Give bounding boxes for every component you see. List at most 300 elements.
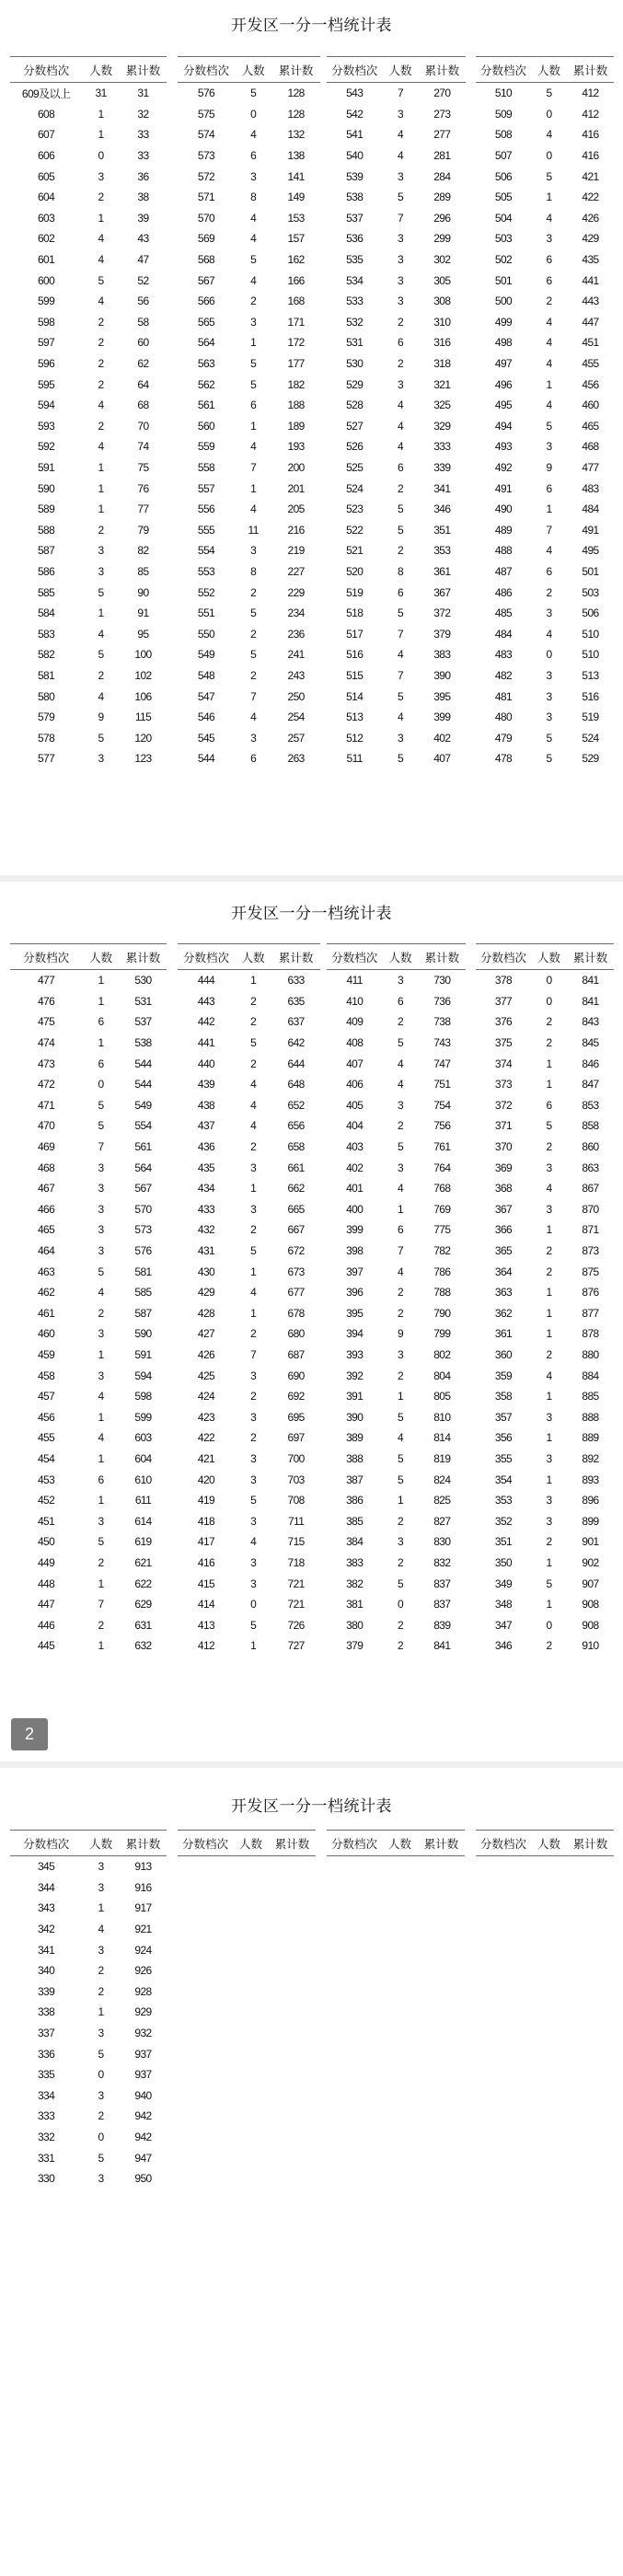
header-cumulative: 累计数 <box>269 1831 316 1856</box>
cell-cumulative: 598 <box>134 1390 152 1404</box>
cell-cumulative: 790 <box>433 1306 451 1320</box>
cell-count: 0 <box>546 1618 552 1632</box>
table-row <box>476 644 614 665</box>
cell-score-band: 572 <box>197 169 215 183</box>
cell-score-band: 341 <box>37 1943 55 1957</box>
cell-count: 5 <box>546 169 552 183</box>
cell-score-band: 540 <box>346 149 363 163</box>
cell-score-band: 598 <box>37 315 55 329</box>
score-table <box>10 57 167 769</box>
cell-count: 4 <box>98 253 104 267</box>
cell-count: 3 <box>98 1202 104 1216</box>
cell-count: 5 <box>546 731 552 745</box>
cell-count: 5 <box>546 1577 552 1590</box>
cell-score-band: 432 <box>197 1223 215 1237</box>
cell-cumulative: 395 <box>433 689 451 703</box>
cell-score-band: 400 <box>346 1202 363 1216</box>
cell-score-band: 349 <box>494 1577 513 1590</box>
cell-score-band: 599 <box>37 295 55 308</box>
table-row <box>476 1115 614 1137</box>
cell-cumulative: 802 <box>433 1347 451 1361</box>
cell-score-band: 334 <box>37 2088 55 2102</box>
cell-cumulative: 775 <box>433 1223 451 1237</box>
cell-cumulative: 60 <box>137 336 149 350</box>
table-row <box>10 1323 167 1345</box>
score-table <box>178 57 320 769</box>
cell-count: 9 <box>546 460 552 474</box>
cell-count: 1 <box>546 377 552 391</box>
cell-count: 1 <box>546 1390 552 1404</box>
cell-score-band: 452 <box>37 1494 55 1507</box>
cell-score-band: 524 <box>346 481 363 495</box>
cell-score-band: 532 <box>346 315 363 329</box>
page-2 <box>0 882 623 1762</box>
cell-score-band: 436 <box>197 1140 215 1154</box>
table-row <box>10 2147 167 2168</box>
cell-score-band: 374 <box>494 1057 513 1070</box>
cell-cumulative: 687 <box>287 1347 305 1361</box>
cell-count: 2 <box>397 1514 404 1528</box>
cell-cumulative: 656 <box>287 1119 305 1133</box>
cell-score-band: 536 <box>346 232 363 246</box>
table-row <box>10 561 167 583</box>
cell-cumulative: 219 <box>287 544 305 558</box>
cell-score-band: 337 <box>37 2027 55 2040</box>
table-row <box>476 1614 614 1635</box>
table-body <box>178 83 320 769</box>
cell-cumulative: 77 <box>137 502 149 516</box>
cell-count: 2 <box>98 523 104 537</box>
cell-cumulative: 177 <box>287 357 305 371</box>
cell-score-band: 335 <box>37 2068 55 2082</box>
cell-cumulative: 52 <box>137 273 149 287</box>
cell-count: 2 <box>397 544 404 558</box>
cell-cumulative: 942 <box>134 2131 152 2144</box>
cell-cumulative: 68 <box>137 399 149 412</box>
cell-cumulative: 913 <box>134 1860 152 1874</box>
cell-cumulative: 561 <box>134 1140 152 1154</box>
cell-cumulative: 341 <box>433 481 451 495</box>
table-row <box>178 353 320 375</box>
cell-score-band: 531 <box>346 336 363 350</box>
score-table <box>327 944 466 1657</box>
cell-count: 4 <box>250 128 257 142</box>
cell-cumulative: 254 <box>287 710 305 724</box>
table-row <box>327 1386 466 1407</box>
cell-score-band: 433 <box>197 1202 215 1216</box>
cell-score-band: 563 <box>197 357 215 371</box>
table-row <box>178 1531 320 1553</box>
table-row <box>327 1510 466 1531</box>
cell-score-band: 451 <box>37 1514 55 1528</box>
table-row <box>10 395 167 416</box>
cell-count: 2 <box>546 295 552 308</box>
cell-count: 7 <box>98 1598 104 1611</box>
cell-cumulative: 690 <box>287 1369 305 1382</box>
table-row <box>476 727 614 748</box>
table-row <box>10 540 167 561</box>
cell-score-band: 538 <box>346 191 363 204</box>
cell-cumulative: 128 <box>287 107 305 121</box>
cell-cumulative: 718 <box>287 1555 305 1569</box>
cell-cumulative: 305 <box>433 273 451 287</box>
cell-score-band: 425 <box>197 1369 215 1382</box>
table-row <box>476 208 614 229</box>
cell-score-band: 553 <box>197 564 215 578</box>
table-row <box>178 1614 320 1635</box>
cell-score-band: 364 <box>494 1265 513 1278</box>
cell-cumulative: 590 <box>134 1327 152 1341</box>
cell-cumulative: 819 <box>433 1451 451 1465</box>
table-row <box>327 1345 466 1366</box>
cell-count: 1 <box>546 191 552 204</box>
cell-count: 3 <box>98 1860 104 1874</box>
cell-score-band: 534 <box>346 273 363 287</box>
cell-score-band: 379 <box>346 1639 363 1653</box>
cell-count: 5 <box>397 1577 404 1590</box>
table-row <box>10 1449 167 1470</box>
cell-score-band: 603 <box>37 211 55 225</box>
cell-cumulative: 665 <box>287 1202 305 1216</box>
table-row <box>327 1011 466 1033</box>
cell-cumulative: 892 <box>582 1451 599 1465</box>
cell-cumulative: 32 <box>137 107 149 121</box>
cell-cumulative: 564 <box>134 1161 152 1174</box>
cell-cumulative: 692 <box>287 1390 305 1404</box>
cell-score-band: 558 <box>197 460 215 474</box>
cell-score-band: 498 <box>494 336 513 350</box>
cell-score-band: 468 <box>37 1161 55 1174</box>
table-row <box>476 1261 614 1282</box>
table-row <box>327 104 466 125</box>
cell-cumulative: 465 <box>582 419 599 433</box>
cell-cumulative: 281 <box>433 149 451 163</box>
cell-cumulative: 106 <box>134 689 152 703</box>
cell-cumulative: 875 <box>582 1265 599 1278</box>
cell-cumulative: 929 <box>134 2005 152 2019</box>
cell-score-band: 415 <box>197 1577 215 1590</box>
table-row <box>327 291 466 312</box>
cell-cumulative: 788 <box>433 1286 451 1300</box>
cell-count: 2 <box>250 1327 257 1341</box>
cell-cumulative: 837 <box>433 1598 451 1611</box>
cell-count: 2 <box>250 1431 257 1445</box>
table-block-4 <box>476 56 614 769</box>
cell-cumulative: 200 <box>287 460 305 474</box>
header-score-band: 分数档次 <box>178 57 235 83</box>
table-row <box>10 1614 167 1635</box>
cell-count: 2 <box>98 2109 104 2123</box>
table-row <box>10 644 167 665</box>
cell-score-band: 548 <box>197 668 215 682</box>
table-row <box>327 436 466 457</box>
cell-score-band: 510 <box>494 87 513 100</box>
cell-score-band: 365 <box>494 1244 513 1258</box>
cell-count: 4 <box>250 1098 257 1112</box>
cell-cumulative: 361 <box>433 564 451 578</box>
cell-score-band: 459 <box>37 1347 55 1361</box>
cell-cumulative: 333 <box>433 440 451 454</box>
cell-cumulative: 141 <box>287 169 305 183</box>
cell-count: 6 <box>546 253 552 267</box>
table-row <box>476 228 614 249</box>
cell-count: 1 <box>250 974 257 988</box>
cell-count: 5 <box>250 648 257 662</box>
cell-cumulative: 193 <box>287 440 305 454</box>
table-row <box>10 83 167 104</box>
table-row <box>476 1095 614 1116</box>
table-row <box>10 1898 167 1919</box>
cell-score-band: 594 <box>37 399 55 412</box>
cell-score-band: 434 <box>197 1182 215 1196</box>
cell-score-band: 367 <box>494 1202 513 1216</box>
table-row <box>476 374 614 395</box>
cell-score-band: 420 <box>197 1473 215 1486</box>
table-row <box>178 1573 320 1594</box>
table-row <box>327 124 466 145</box>
cell-count: 4 <box>98 1923 104 1936</box>
cell-score-band: 376 <box>494 1015 513 1029</box>
cell-cumulative: 372 <box>433 606 451 620</box>
cell-cumulative: 860 <box>582 1140 599 1154</box>
table-row <box>327 1553 466 1574</box>
header-count: 人数 <box>531 57 567 83</box>
cell-cumulative: 95 <box>137 627 149 641</box>
cell-count: 3 <box>397 1098 404 1112</box>
cell-cumulative: 621 <box>134 1555 152 1569</box>
cell-cumulative: 769 <box>433 1202 451 1216</box>
cell-cumulative: 529 <box>582 752 599 766</box>
table-row <box>327 312 466 333</box>
cell-cumulative: 33 <box>137 149 149 163</box>
cell-cumulative: 182 <box>287 377 305 391</box>
cell-score-band: 575 <box>197 107 215 121</box>
cell-score-band: 372 <box>494 1098 513 1112</box>
table-row <box>10 1282 167 1303</box>
table-row <box>476 270 614 291</box>
cell-cumulative: 754 <box>433 1098 451 1112</box>
table-row <box>10 2085 167 2107</box>
table-row <box>178 1594 320 1615</box>
table-row <box>476 1199 614 1220</box>
cell-score-band: 426 <box>197 1347 215 1361</box>
cell-score-band: 507 <box>494 149 513 163</box>
header-cumulative: 累计数 <box>567 944 614 970</box>
cell-count: 1 <box>98 1494 104 1507</box>
header-count: 人数 <box>382 944 418 970</box>
cell-score-band: 574 <box>197 128 215 142</box>
cell-score-band: 440 <box>197 1057 215 1070</box>
table-row <box>476 1406 614 1427</box>
cell-score-band: 569 <box>197 232 215 246</box>
table-block-1 <box>10 56 167 769</box>
header-score-band: 分数档次 <box>327 1831 382 1856</box>
cell-count: 1 <box>98 994 104 1008</box>
table-row <box>476 1282 614 1303</box>
cell-score-band: 515 <box>346 668 363 682</box>
cell-count: 3 <box>250 1514 257 1528</box>
cell-score-band: 355 <box>494 1451 513 1465</box>
table-row <box>327 416 466 437</box>
table-row <box>178 83 320 104</box>
cell-score-band: 453 <box>37 1473 55 1486</box>
table-row <box>10 1877 167 1899</box>
table-row <box>10 124 167 145</box>
cell-count: 4 <box>397 648 404 662</box>
cell-score-band: 392 <box>346 1369 363 1382</box>
cell-score-band: 375 <box>494 1036 513 1050</box>
cell-cumulative: 648 <box>287 1078 305 1092</box>
cell-cumulative: 519 <box>582 710 599 724</box>
cell-cumulative: 845 <box>582 1036 599 1050</box>
cell-cumulative: 549 <box>134 1098 152 1112</box>
table-row <box>327 1406 466 1427</box>
cell-score-band: 359 <box>494 1369 513 1382</box>
cell-cumulative: 581 <box>134 1265 152 1278</box>
cell-score-band: 438 <box>197 1098 215 1112</box>
cell-count: 0 <box>546 974 552 988</box>
cell-count: 3 <box>546 1494 552 1507</box>
table-row <box>178 1011 320 1033</box>
cell-cumulative: 711 <box>287 1514 305 1528</box>
cell-cumulative: 635 <box>287 994 305 1008</box>
table-row <box>327 187 466 208</box>
table-row <box>178 1095 320 1116</box>
cell-count: 2 <box>98 336 104 350</box>
cell-cumulative: 599 <box>134 1410 152 1424</box>
cell-count: 2 <box>546 1265 552 1278</box>
cell-cumulative: 637 <box>287 1015 305 1029</box>
table-row <box>10 1053 167 1074</box>
cell-count: 0 <box>98 149 104 163</box>
cell-count: 4 <box>397 419 404 433</box>
cell-cumulative: 782 <box>433 1244 451 1258</box>
cell-count: 4 <box>397 1431 404 1445</box>
cell-count: 4 <box>546 627 552 641</box>
cell-count: 6 <box>98 1057 104 1070</box>
cell-cumulative: 79 <box>137 523 149 537</box>
cell-cumulative: 805 <box>433 1390 451 1404</box>
table-row <box>327 1594 466 1615</box>
cell-cumulative: 468 <box>582 440 599 454</box>
cell-cumulative: 901 <box>582 1535 599 1549</box>
header-cumulative: 累计数 <box>567 1831 614 1856</box>
table-row <box>178 228 320 249</box>
table-row <box>178 1157 320 1178</box>
cell-count: 5 <box>250 1036 257 1050</box>
table-row <box>10 582 167 603</box>
table-row <box>327 1427 466 1449</box>
cell-count: 3 <box>250 1369 257 1382</box>
table-row <box>327 1303 466 1324</box>
table-row <box>10 2023 167 2044</box>
cell-cumulative: 426 <box>582 211 599 225</box>
page-1 <box>0 0 623 874</box>
cell-score-band: 520 <box>346 564 363 578</box>
cell-count: 2 <box>98 668 104 682</box>
table-row <box>476 1157 614 1178</box>
cell-cumulative: 33 <box>137 128 149 142</box>
cell-cumulative: 416 <box>582 128 599 142</box>
cell-count: 7 <box>397 668 404 682</box>
table-row <box>178 478 320 499</box>
cell-count: 3 <box>546 668 552 682</box>
cell-count: 5 <box>397 502 404 516</box>
cell-score-band: 579 <box>37 710 55 724</box>
cell-count: 5 <box>250 1618 257 1632</box>
cell-score-band: 396 <box>346 1286 363 1300</box>
cell-count: 2 <box>397 1555 404 1569</box>
cell-cumulative: 837 <box>433 1577 451 1590</box>
table-row <box>327 665 466 687</box>
table-row <box>178 1510 320 1531</box>
cell-count: 1 <box>98 128 104 142</box>
cell-count: 1 <box>98 1410 104 1424</box>
cell-count: 9 <box>397 1327 404 1341</box>
table-row <box>10 1406 167 1427</box>
cell-score-band: 503 <box>494 232 513 246</box>
cell-score-band: 477 <box>37 974 55 988</box>
cell-score-band: 549 <box>197 648 215 662</box>
cell-score-band: 449 <box>37 1555 55 1569</box>
cell-score-band: 386 <box>346 1494 363 1507</box>
table-row <box>178 291 320 312</box>
table-row <box>476 1303 614 1324</box>
cell-cumulative: 877 <box>582 1306 599 1320</box>
cell-count: 2 <box>98 315 104 329</box>
table-row <box>327 519 466 540</box>
cell-count: 2 <box>98 1618 104 1632</box>
cell-cumulative: 884 <box>582 1369 599 1382</box>
cell-count: 2 <box>98 377 104 391</box>
cell-score-band: 371 <box>494 1119 513 1133</box>
cell-count: 4 <box>98 627 104 641</box>
table-row <box>10 1510 167 1531</box>
cell-cumulative: 889 <box>582 1431 599 1445</box>
cell-score-band: 562 <box>197 377 215 391</box>
cell-cumulative: 926 <box>134 1964 152 1978</box>
table-row <box>476 395 614 416</box>
table-row <box>476 686 614 707</box>
cell-count: 6 <box>397 460 404 474</box>
cell-count: 4 <box>546 315 552 329</box>
cell-count: 5 <box>250 377 257 391</box>
cell-score-band: 508 <box>494 128 513 142</box>
cell-cumulative: 843 <box>582 1015 599 1029</box>
cell-score-band: 551 <box>197 606 215 620</box>
cell-count: 2 <box>250 1390 257 1404</box>
cell-cumulative: 751 <box>433 1078 451 1092</box>
cell-count: 5 <box>98 731 104 745</box>
cell-score-band: 576 <box>197 87 215 100</box>
cell-cumulative: 591 <box>134 1347 152 1361</box>
cell-count: 4 <box>397 1057 404 1070</box>
cell-count: 1 <box>546 1473 552 1486</box>
table-block-3 <box>327 943 466 1657</box>
cell-cumulative: 346 <box>433 502 451 516</box>
cell-score-band: 518 <box>346 606 363 620</box>
cell-count: 7 <box>397 1244 404 1258</box>
cell-cumulative: 727 <box>287 1639 305 1653</box>
cell-cumulative: 916 <box>134 1880 152 1894</box>
cell-count: 3 <box>250 1451 257 1465</box>
cell-count: 1 <box>98 1639 104 1653</box>
header-score-band: 分数档次 <box>476 944 531 970</box>
cell-cumulative: 544 <box>134 1078 152 1092</box>
cell-count: 5 <box>250 606 257 620</box>
cell-count: 3 <box>546 1202 552 1216</box>
cell-count: 4 <box>250 232 257 246</box>
